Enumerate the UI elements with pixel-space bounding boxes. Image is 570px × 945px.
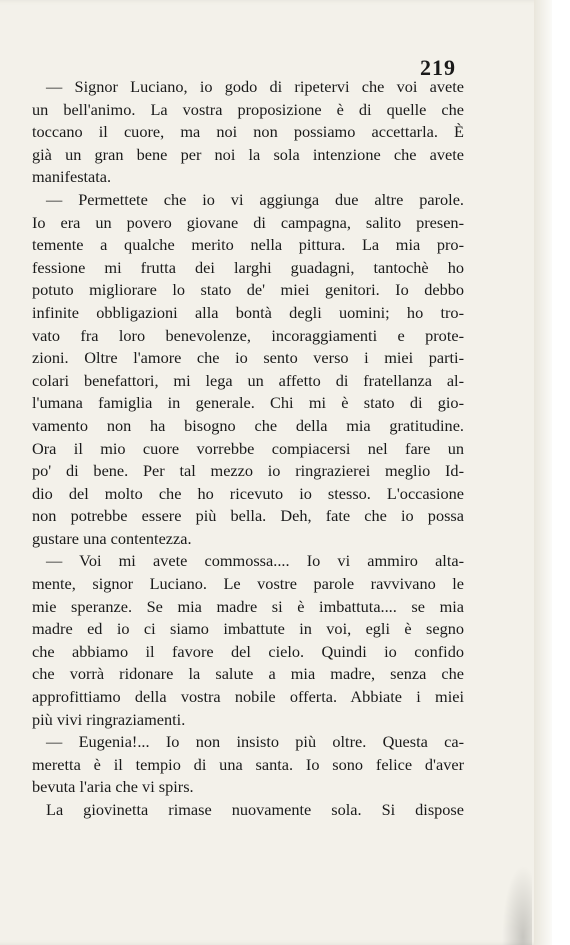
text-line: temente a qualche merito nella pittura. La mia pro- [32, 235, 464, 255]
text-line: vamento non ha bisogno che della mia gratitudine. [32, 415, 464, 435]
body-text [32, 76, 464, 822]
text-line: toccano il cuore, ma noi non possiamo accettarla. È [32, 122, 464, 142]
text-line: mie speranze. Se mia madre si è imbattuta.... se mia [32, 596, 464, 616]
page-shadow [502, 865, 532, 945]
text-line: gustare una contentezza. [32, 528, 192, 548]
text-line: — Permettete che io vi aggiunga due altre parole. [46, 189, 464, 209]
text-line: — Signor Luciano, io godo di ripetervi che voi avete [46, 77, 464, 96]
text-line: zioni. Oltre l'amore che io sento verso i miei parti- [32, 348, 464, 368]
text-line: colari benefattori, mi lega un affetto di fratellanza al- [32, 370, 464, 390]
text-line: bevuta l'aria che vi spirs. [32, 777, 194, 797]
text-line: l'umana famiglia in generale. Chi mi è stato di gio- [32, 393, 464, 413]
text-line: po' di bene. Per tal mezzo io ringrazierei meglio Id- [32, 461, 464, 481]
text-line: manifestata. [32, 167, 112, 187]
text-line: Io era un povero giovane di campagna, salito presen- [32, 212, 464, 232]
text-line: La giovinetta rimase nuovamente sola. Si dispose [46, 800, 464, 819]
page-number: 219 [420, 55, 456, 80]
text-line: vato fra loro benevolenze, incoraggiamenti e prote- [32, 325, 464, 345]
text-line: potuto migliorare lo stato de' miei genitori. Io debbo [32, 280, 464, 300]
text-line: un bell'animo. La vostra proposizione è di quelle che [32, 99, 464, 119]
text-line: Ora il mio cuore vorrebbe compiacersi nel fare un [32, 438, 464, 458]
text-line: dio del molto che ho ricevuto io stesso. L'occasione [32, 483, 464, 503]
page-edge [534, 0, 552, 945]
text-line: infinite obbligazioni alla bontà degli uomini; ho tro- [32, 302, 464, 322]
text-line: che abbiamo il favore del cielo. Quindi io confido [32, 641, 464, 661]
text-line: mente, signor Luciano. Le vostre parole ravvivano le [32, 574, 464, 594]
text-line: non potrebbe essere più bella. Deh, fate che io possa [32, 506, 464, 526]
text-line: — Eugenia!... Io non insisto più oltre. Questa ca- [46, 732, 464, 752]
text-line: meretta è il tempio di una santa. Io sono felice d'aver [32, 754, 464, 774]
text-line: che vorrà ridonare la salute a mia madre, senza che [32, 664, 464, 684]
text-line: approfittiamo della vostra nobile offerta. Abbiate i miei [32, 687, 464, 707]
text-line: fessione mi frutta dei larghi guadagni, tantochè ho [32, 257, 464, 277]
text-line: madre ed io ci siamo imbattute in voi, egli è segno [32, 619, 464, 639]
text-line: — Voi mi avete commossa.... Io vi ammiro alta- [46, 551, 464, 571]
text-line: più vivi ringraziamenti. [32, 709, 186, 729]
text-line: già un gran bene per noi la sola intenzione che avete [32, 144, 464, 164]
